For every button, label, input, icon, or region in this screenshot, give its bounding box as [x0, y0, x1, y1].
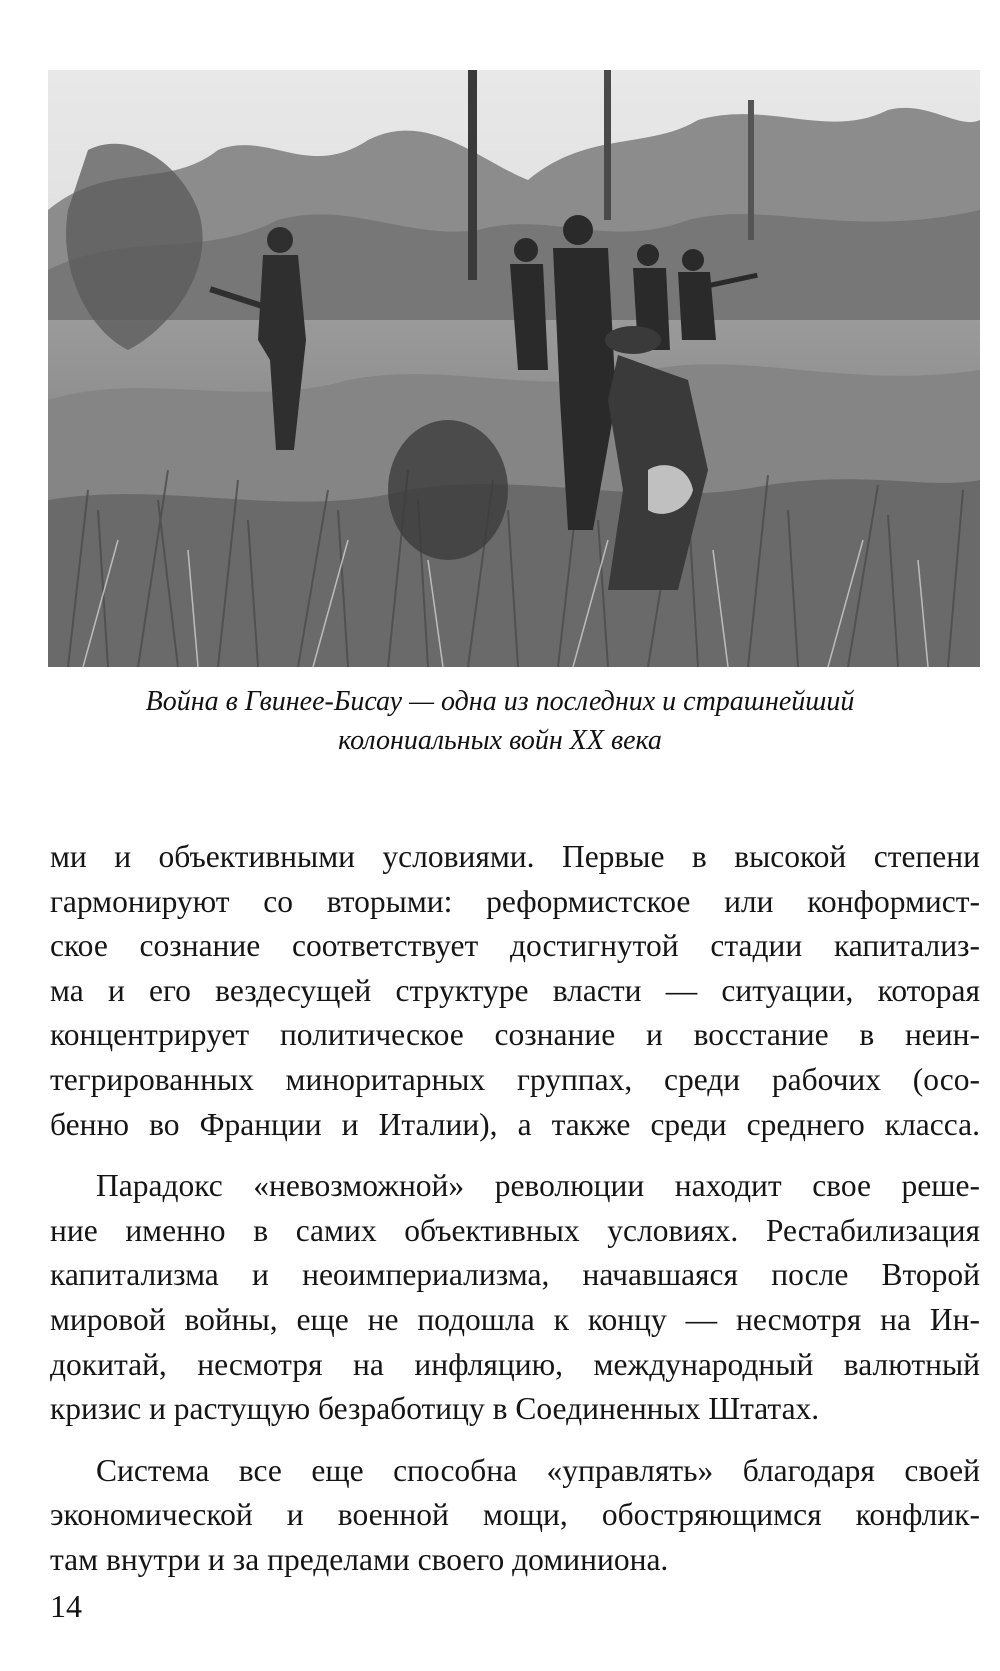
text-line: кризис и растущую безработицу в Соединенных Штатах.	[50, 1391, 820, 1427]
body-text	[50, 835, 980, 1583]
text-line: мировой войны, еще не подошла к концу — несмотря на Ин-	[50, 1301, 980, 1337]
text-line: тегрированных миноритарных группах, среди рабочих (осо-	[50, 1061, 980, 1097]
text-line: Парадокс «невозможной» революции находит свое реше-	[96, 1168, 980, 1204]
text-line: ми и объективными условиями. Первые в высокой степени	[50, 839, 980, 874]
text-line: концентрирует политическое сознание и восстание в неин-	[50, 1017, 980, 1053]
text-line: там внутри и за пределами своего доминиона.	[50, 1541, 669, 1577]
text-line: докитай, несмотря на инфляцию, международный валютный	[50, 1346, 980, 1382]
paragraph	[50, 1164, 980, 1432]
caption-line: Война в Гвинее-Бисау — одна из последних и страшнейший	[145, 686, 855, 717]
jungle-soldiers-photo	[48, 70, 980, 667]
paragraph	[50, 1449, 980, 1583]
caption-line: колониальных войн XX века	[338, 725, 662, 756]
text-line: Система все еще способна «управлять» благодаря своей	[96, 1452, 980, 1488]
text-line: ское сознание соответствует достигнутой стадии капитализ-	[50, 928, 980, 964]
text-line: капитализма и неоимпериализма, начавшаяся после Второй	[50, 1257, 980, 1293]
text-line: экономической и военной мощи, обостряющимся конфлик-	[50, 1497, 980, 1533]
text-line: гармонируют со вторыми: реформистское или конформист-	[50, 883, 980, 919]
photo-illustration	[48, 70, 980, 667]
text-line: бенно во Франции и Италии), а также среди среднего класса.	[50, 1106, 980, 1142]
photo-caption	[60, 682, 940, 760]
text-line: ма и его вездесущей структуре власти — ситуации, которая	[50, 972, 980, 1008]
text-line: ние именно в самих объективных условиях. Рестабилизация	[50, 1212, 980, 1248]
paragraph	[50, 835, 980, 1147]
page-number: 14	[50, 1588, 82, 1624]
